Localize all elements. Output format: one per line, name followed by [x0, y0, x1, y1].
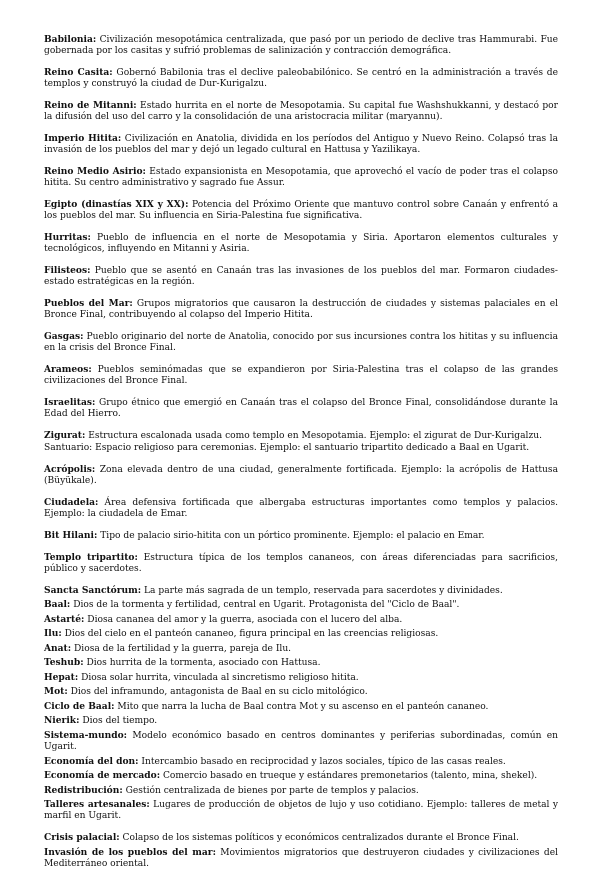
entry-definition: Santuario: Espacio religioso para ceremonias. Ejemplo: el santuario tripartito dedicado a Baal en Ugarit. — [44, 443, 530, 454]
glossary-entry-zigurat — [44, 430, 558, 442]
entry-definition: Colapso de los sistemas políticos y económicos centralizados durante el Bronce Final. — [119, 833, 519, 843]
entry-term: Gasgas: — [44, 331, 84, 342]
entry-definition: Estado expansionista en Mesopotamia, que aprovechó el vacío de poder tras el colapso hitita. Su centro administrativo y sagrado fue Assur. — [44, 167, 558, 189]
entry-definition: Zona elevada dentro de una ciudad, generalmente fortificada. Ejemplo: la acrópolis de Hattusa (Büyükale). — [44, 465, 558, 487]
glossary-entry-reino-medio-asirio — [44, 166, 558, 189]
glossary-entry-pueblos-del-mar — [44, 298, 558, 321]
glossary-entry-hepat — [44, 672, 558, 684]
entry-definition: Comercio basado en trueque y estándares premonetarios (talento, mina, shekel). — [160, 771, 538, 781]
entry-definition: Lugares de producción de objetos de lujo y uso cotidiano. Ejemplo: talleres de metal y marfil en Ugarit. — [44, 800, 558, 822]
glossary-entry-egipto — [44, 199, 558, 222]
entry-term: Hurritas: — [44, 232, 91, 243]
entry-term: Sistema-mundo: — [44, 729, 128, 741]
entry-definition: Estado hurrita en el norte de Mesopotamia. Su capital fue Washshukkanni, y destacó por la difusión del uso del carro y la consolidación de una aristocracia militar (maryannu). — [44, 101, 558, 123]
entry-definition: Civilización mesopotámica centralizada, que pasó por un periodo de declive tras Hammurabi. Fue gobernada por los casitas y sufrió problemas de salinización y contracción demográfica. — [44, 35, 558, 57]
glossary-entry-israelitas — [44, 397, 558, 420]
glossary-entry-ciudadela — [44, 497, 558, 520]
glossary-entry-bit-hilani — [44, 530, 558, 542]
entry-definition: Potencia del Próximo Oriente que mantuvo control sobre Canaán y enfrentó a los pueblos del mar. Su influencia en Siria-Palestina fue significativa. — [44, 200, 558, 222]
entry-term: Teshub: — [44, 657, 84, 669]
entry-definition: Grupos migratorios que causaron la destrucción de ciudades y sistemas palaciales en el Bronce Final, contribuyendo al colapso del Imperio Hitita. — [44, 299, 558, 321]
entry-definition: Estructura típica de los templos cananeos, con áreas diferenciadas para sacrificios, público y sacerdotes. — [44, 552, 558, 574]
entry-term: Filisteos: — [44, 265, 91, 276]
entry-definition: Pueblo de influencia en el norte de Mesopotamia y Siria. Aportaron elementos culturales y tecnológicos, influyendo en Mitanni y Asiria. — [44, 233, 558, 255]
glossary-entry-economia-del-don — [44, 756, 558, 768]
glossary-entry-anat — [44, 643, 558, 655]
entry-term: Babilonia: — [44, 34, 97, 45]
entry-definition: Área defensiva fortificada que albergaba estructuras importantes como templos y palacios. Ejemplo: la ciudadela de Emar. — [44, 498, 558, 520]
entry-term: Talleres artesanales: — [44, 799, 150, 810]
glossary-entry-ilu — [44, 628, 558, 640]
glossary-entry-ciclo-de-baal — [44, 701, 558, 713]
entry-term: Reino Medio Asirio: — [44, 166, 146, 177]
glossary-entry-arameos — [44, 364, 558, 387]
glossary-entry-gasgas — [44, 331, 558, 354]
glossary-entry-teshub — [44, 657, 558, 669]
entry-definition: Modelo económico basado en centros dominantes y periferias subordinadas, común en Ugarit. — [44, 730, 558, 752]
glossary-entry-talleres-artesanales — [44, 799, 558, 822]
entry-definition: Mito que narra la lucha de Baal contra Mot y su ascenso en el panteón cananeo. — [114, 701, 489, 712]
entry-term: Economía del don: — [44, 755, 139, 767]
glossary-entry-crisis-palacial — [44, 832, 558, 844]
entry-definition: Pueblos seminómadas que se expandieron por Siria-Palestina tras el colapso de las grandes civilizaciones del Bronce Final. — [44, 365, 558, 387]
entry-definition: Dios de la tormenta y fertilidad, central en Ugarit. Protagonista del "Ciclo de Baal". — [70, 600, 460, 611]
entry-term: Anat: — [44, 642, 72, 654]
entry-term: Acrópolis: — [44, 464, 96, 475]
entry-definition: Dios del tiempo. — [79, 716, 158, 727]
glossary-entry-hurritas — [44, 232, 558, 255]
entry-definition: La parte más sagrada de un templo, reservada para sacerdotes y divinidades. — [141, 585, 503, 596]
glossary-entry-imperio-hitita — [44, 133, 558, 156]
entry-term: Egipto (dinastías XIX y XX): — [44, 199, 189, 210]
glossary-entry-sancta-sanctorum — [44, 585, 558, 597]
entry-term: Ciudadela: — [44, 497, 99, 508]
glossary-entry-templo-tripartito — [44, 552, 558, 575]
entry-definition: Dios del inframundo, antagonista de Baal en su ciclo mitológico. — [67, 687, 368, 698]
entry-term: Economía de mercado: — [44, 770, 161, 781]
entry-term: Mot: — [44, 686, 68, 698]
entry-term: Baal: — [44, 599, 71, 611]
entry-definition: Gestión centralizada de bienes por parte de templos y palacios. — [122, 785, 419, 796]
entry-definition: Tipo de palacio sirio-hitita con un pórtico prominente. Ejemplo: el palacio en Emar. — [97, 531, 485, 541]
entry-definition: Dios hurrita de la tormenta, asociado con Hattusa. — [83, 658, 321, 669]
entry-definition: Movimientos migratorios que destruyeron ciudades y civilizaciones del Mediterráneo oriental. — [44, 847, 558, 869]
entry-term: Zigurat: — [44, 430, 86, 441]
entry-definition: Gobernó Babilonia tras el declive paleobabilónico. Se centró en la administración a través de templos y construyó la ciudad de Dur-Kurigalzu. — [44, 68, 558, 90]
entry-term: Bit Hilani: — [44, 530, 98, 541]
entry-definition: Diosa de la fertilidad y la guerra, pareja de Ilu. — [71, 643, 292, 654]
entry-definition: Dios del cielo en el panteón cananeo, figura principal en las creencias religiosas. — [61, 629, 439, 640]
entry-term: Hepat: — [44, 671, 79, 683]
entry-term: Ciclo de Baal: — [44, 700, 115, 712]
entry-definition: Grupo étnico que emergió en Canaán tras el colapso del Bronce Final, consolidándose durante la Edad del Hierro. — [44, 398, 558, 420]
entry-term: Invasión de los pueblos del mar: — [44, 846, 216, 858]
entry-definition: Diosa solar hurrita, vinculada al sincretismo religioso hitita. — [78, 672, 359, 683]
glossary-entry-reino-casita — [44, 67, 558, 90]
glossary-entry-invasion-pueblos-del-mar — [44, 847, 558, 870]
glossary-entry-redistribucion — [44, 785, 558, 797]
glossary-entry-nierik — [44, 715, 558, 727]
glossary-entry-acropolis — [44, 464, 558, 487]
entry-definition: Diosa cananea del amor y la guerra, asociada con el lucero del alba. — [84, 614, 403, 625]
glossary-entry-astarte — [44, 614, 558, 626]
entry-term: Templo tripartito: — [44, 551, 138, 563]
glossary-entry-economia-de-mercado — [44, 770, 558, 782]
entry-term: Sancta Sanctórum: — [44, 584, 142, 596]
glossary-entry-baal — [44, 599, 558, 611]
entry-definition: Estructura escalonada usada como templo en Mesopotamia. Ejemplo: el zigurat de Dur-Kurigalzu. — [85, 431, 542, 441]
entry-definition: Civilización en Anatolia, dividida en los períodos del Antiguo y Nuevo Reino. Colapsó tras la invasión de los pueblos del mar y dejó un legado cultural en Hattusa y Yazilikaya. — [44, 134, 559, 156]
entry-term: Crisis palacial: — [44, 832, 120, 843]
entry-term: Imperio Hitita: — [44, 133, 122, 144]
entry-term: Nierik: — [44, 715, 80, 727]
glossary-entry-reino-de-mitanni — [44, 100, 558, 123]
entry-definition: Pueblo originario del norte de Anatolia, conocido por sus incursiones contra los hititas y su influencia en la crisis del Bronce Final. — [44, 332, 558, 354]
entry-term: Arameos: — [44, 364, 92, 375]
entry-term: Reino Casita: — [44, 67, 113, 78]
glossary-entry-filisteos — [44, 265, 558, 288]
entry-term: Redistribución: — [44, 784, 123, 796]
entry-term: Ilu: — [44, 628, 62, 640]
glossary-entry-sistema-mundo — [44, 730, 558, 753]
glossary-entry-mot — [44, 686, 558, 698]
entry-term: Astarté: — [44, 613, 85, 625]
entry-definition: Intercambio basado en reciprocidad y lazos sociales, típico de las casas reales. — [138, 756, 506, 767]
entry-term: Reino de Mitanni: — [44, 100, 137, 111]
entry-definition: Pueblo que se asentó en Canaán tras las invasiones de los pueblos del mar. Formaron ciudades-estado estratégicas en la región. — [44, 266, 558, 288]
entry-term: Israelitas: — [44, 397, 96, 408]
entry-term: Pueblos del Mar: — [44, 298, 133, 309]
glossary-entry-babilonia — [44, 34, 558, 57]
glossary-entry-santuario — [44, 442, 558, 454]
